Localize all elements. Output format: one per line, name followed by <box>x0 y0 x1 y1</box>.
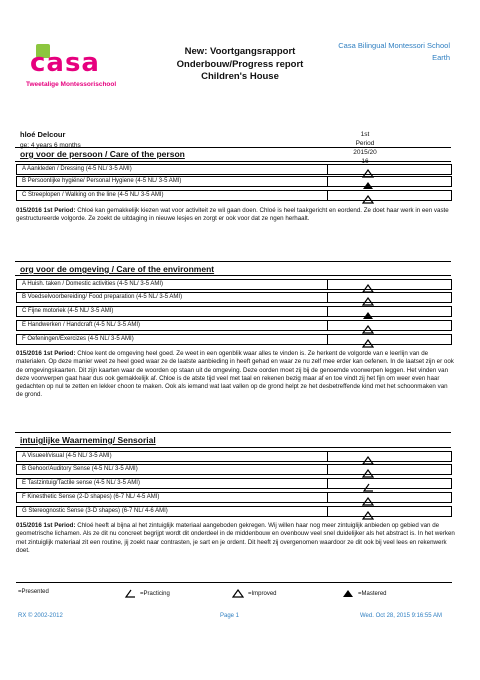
section-divider <box>15 147 451 148</box>
section-title: intuiglijke Waarneming/ Sensorial <box>20 435 156 445</box>
section-divider <box>15 275 451 276</box>
title-line: Children's House <box>201 71 279 82</box>
comment-text: Chloe kent de omgeving heel goed. Ze weet in een ogenblik waar alles te vinden is. Ze herkent de volgorde van e leerlijn van de materialen. Op deze manier weet ze heel goed waar ze de laatste aanbieding in heeft gehad en waar ze nu zelf mee erder kan oefenen. In de laatset zijn er ook de omgevingskaarten. Dit zijn kaarten waar de woorden op staan uit de omgeving. Deze oorden moet zij bij de genoemde voorwerpen leggen. Het vinden van deze voorwerpen gaat haar dus ook gemakkelijk af. Chloe is de atste tijd veel met taal en rekenen bezig maar af en toe vindt zij het fijn om weer even haar gedachten op nul te zetten en lekker choon te maken. Ook als iemand wat laat vallen op de grond helpt ze het desbetreffende kind met het schoonmaken van de grond. <box>16 350 454 399</box>
period-line: Period <box>355 140 375 147</box>
progress-mark-icon <box>362 465 382 475</box>
student-name: hloé Delcour <box>20 130 66 139</box>
progress-mark-icon <box>362 479 382 489</box>
progress-mark-icon <box>362 493 382 503</box>
progress-mark-icon <box>362 165 382 175</box>
skill-label: C Fijne motoriek (4-5 NL/ 3-5 AMI) <box>22 308 114 314</box>
progress-mark-icon <box>362 321 382 331</box>
skill-label: B Gehoor/Auditory Sense (4-5 NL/ 3-5 AMI) <box>22 466 138 472</box>
report-title <box>140 46 340 84</box>
period-line: 16 <box>361 158 369 165</box>
legend-label: =Presented <box>18 589 49 595</box>
skill-label: F Oefeningen/Exercizes (4-5 NL/ 3-5 AMI) <box>22 336 134 342</box>
logo-subtitle: Tweetalige Montessorischool <box>26 81 117 88</box>
school-logo: casa <box>30 48 100 78</box>
skill-label: A Huish. taken / Domestic activities (4-5 NL/ 3-5 AMI) <box>22 281 164 287</box>
skill-row <box>16 451 452 462</box>
section-comment <box>16 522 456 555</box>
skill-label: C Streeplopen / Walking on the line (4-5 NL/ 3-5 AMI) <box>22 192 164 198</box>
comment-text: Chloé kan gemakkelijk kiezen wat voor activiteit ze wil gaan doen. Chloé is heel taakgericht en eordend. Ze doet haar werk in een vaste gestructureerde volgorde. Ze zoekt de uitdaging in nieuwe lesjes en zorgt er ook voor dat ze ngen herhaalt. <box>16 207 449 223</box>
progress-mark-icon <box>362 177 382 187</box>
legend-label: =Practicing <box>140 590 170 597</box>
comment-lead: 015/2016 1st Period: <box>16 207 76 214</box>
section-comment <box>16 350 456 400</box>
skill-row <box>16 292 452 303</box>
legend-divider <box>16 582 452 583</box>
school-line: Earth <box>432 53 450 62</box>
practicing-icon <box>124 589 136 598</box>
skill-label: E Tastzintuig/Tactile sense (4-5 NL/ 3-5 AMI) <box>22 480 140 486</box>
skill-row <box>16 176 452 187</box>
section-title: org voor de omgeving / Care of the environment <box>20 264 215 274</box>
legend-item <box>342 589 387 598</box>
skill-row <box>16 190 452 201</box>
legend-item <box>232 589 277 598</box>
skill-row <box>16 478 452 489</box>
comment-lead: 015/2016 1st Period: <box>16 350 76 357</box>
progress-mark-icon <box>362 452 382 462</box>
section-title: org voor de persoon / Care of the person <box>20 149 185 159</box>
skill-label: F Kinesthetic Sense (2-D shapes) (6-7 NL/ 4-5 AMI) <box>22 494 160 500</box>
progress-mark-icon <box>362 307 382 317</box>
section-comment <box>16 207 456 224</box>
period-line: 1st <box>360 131 370 138</box>
skill-row <box>16 164 452 175</box>
skill-row <box>16 506 452 517</box>
title-line: Onderbouw/Progress report <box>176 58 304 70</box>
skill-label: A Aankleden / Dressing (4-5 NL/ 3-5 AMI) <box>22 166 132 172</box>
comment-lead: 015/2016 1st Period: <box>16 522 76 529</box>
page-number: Page 1 <box>220 613 240 619</box>
skill-label: A Visueel/visual (4-5 NL/ 3-5 AMI) <box>22 453 112 459</box>
skill-label: G Stereognostic Sense (3-D shapes) (6-7 NL/ 4-6 AMI) <box>22 508 168 514</box>
comment-text: Chloé heeft al bijna al het zintuiglijk materiaal aangeboden gekregen. Wij willen haar nog meer zintuiglijk anbieden op gebied van de geometrische lichamen. Als ze dit nu concreet begrijpt wordt dit onderdeel in de middenbouw en ovenbouw veel snel duidelijker als het abstract is. In het werken met zintuiglijk materiaal zit een routine, jij zoekt naar contrasten, je sart en je ordent. Dit heeft zij overgenomen waardoor ze dit ook bij veel lees en rekenwerk doet. <box>16 522 455 554</box>
legend-label: =Mastered <box>358 590 387 597</box>
mastered-icon <box>342 589 354 598</box>
skill-row <box>16 464 452 475</box>
skill-row <box>16 492 452 503</box>
progress-mark-icon <box>362 280 382 290</box>
title-line: New: Voortgangsrapport <box>184 46 296 57</box>
progress-mark-icon <box>362 293 382 303</box>
skill-row <box>16 306 452 317</box>
print-timestamp: Wed. Oct 28, 2015 9:16:55 AM <box>360 613 442 619</box>
legend-label: =Improved <box>248 590 277 597</box>
school-line: Casa Bilingual Montessori School <box>338 41 450 50</box>
section-divider <box>15 161 451 162</box>
skill-label: B Voedselvoorbereiding/ Food preparation (4-5 NL/ 3-5 AMI) <box>22 294 183 300</box>
skill-row <box>16 279 452 290</box>
section-divider <box>15 447 451 448</box>
legend-item <box>124 589 170 598</box>
legend-item <box>18 589 49 595</box>
progress-mark-icon <box>362 335 382 345</box>
skill-row <box>16 320 452 331</box>
school-name <box>338 40 450 64</box>
section-divider <box>15 261 451 262</box>
copyright: RX © 2002-2012 <box>18 613 63 619</box>
improved-icon <box>232 589 244 598</box>
progress-mark-icon <box>362 191 382 201</box>
skill-label: E Handwerken / Handcraft (4-5 NL/ 3-5 AMI) <box>22 322 141 328</box>
student-age: ge: 4 years 6 months <box>20 142 81 149</box>
skill-row <box>16 334 452 345</box>
section-divider <box>15 432 451 433</box>
progress-mark-icon <box>362 507 382 517</box>
skill-label: B Persoonlijke hygiëne/ Personal Hygiene (4-5 NL/ 3-5 AMI) <box>22 178 182 184</box>
period-line: 2015/20 <box>353 149 377 156</box>
